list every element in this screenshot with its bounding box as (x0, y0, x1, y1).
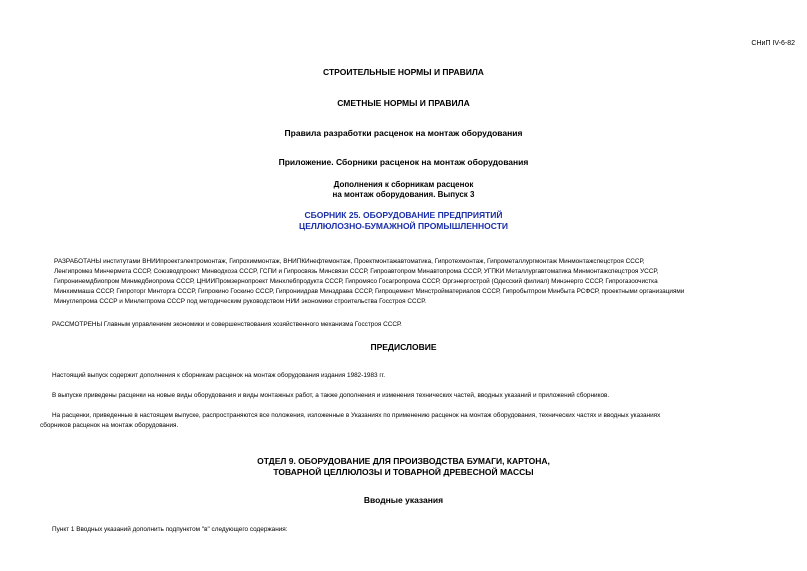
intro-instructions-paragraph: Пункт 1 Вводных указаний дополнить подпунктом "в" следующего содержания: (52, 526, 288, 533)
title-additions-line-1: Дополнения к сборникам расценок (333, 180, 474, 189)
title-rules: Правила разработки расценок на монтаж оборудования (284, 128, 523, 138)
section-title-line-1: ОТДЕЛ 9. ОБОРУДОВАНИЕ ДЛЯ ПРОИЗВОДСТВА БУМАГИ, КАРТОНА, (257, 456, 550, 466)
document-code: СНиП IV-6-82 (751, 40, 795, 47)
title-additions-line-2: на монтаж оборудования. Выпуск 3 (332, 190, 475, 199)
title-appendix: Приложение. Сборники расценок на монтаж оборудования (278, 157, 529, 167)
developed-line-1: РАЗРАБОТАНЫ институтами ВНИИпроектэлектромонтаж, Гипрохиммонтаж, ВНИПКИнефтемонтаж, Проектмонтажавтоматика, Гипротехмонтаж, Гипрометаллургмонтаж Минмонтажспецстроя СССР, (54, 258, 645, 265)
preface-paragraph-2: В выпуске приведены расценки на новые виды оборудования и виды монтажных работ, а также дополнения и изменения технических частей, вводных указаний и приложений сборников. (52, 392, 610, 399)
title-additions (0, 180, 807, 200)
preface-paragraph-1: Настоящий выпуск содержит дополнения к сборникам расценок на монтаж оборудования издания 1982-1983 гг. (52, 372, 386, 379)
preface-paragraph-3-line-2: сборников расценок на монтаж оборудования. (40, 422, 179, 429)
developed-line-4: Минхиммаша СССР, Гипроторг Минторга СССР, Гипрокино Госкино СССР, Гипрониидрав Минздрава СССР, Гипроцемент Минстройматериалов СССР, Гипробытпром Минбыта РСФСР, проектными организациями (54, 288, 685, 295)
developed-line-5: Минуглепрома СССР и Минлегпрома СССР под методическим руководством НИИ экономики строительства Госстроя СССР. (54, 298, 427, 305)
preface-paragraph-3-line-1: На расценки, приведенные в настоящем выпуске, распространяются все положения, изложенные в Указаниях по применению расценок на монтаж оборудования, технических частях и вводных указаниях (52, 412, 661, 419)
developed-line-2: Ленгипромез Минчермета СССР, Союзводпроект Минводхоза СССР, ГСПИ и Гипросвязь Минсвязи СССР, Гипроавтопром Минавтопрома СССР, УГПКИ Металлургавтоматика Минмонтажспецстроя УССР, (54, 268, 659, 275)
section-title (0, 456, 807, 478)
developed-paragraph (40, 257, 797, 307)
collection-title-line-1: СБОРНИК 25. ОБОРУДОВАНИЕ ПРЕДПРИЯТИЙ (304, 210, 503, 220)
collection-title-line-2: ЦЕЛЛЮЛОЗНО-БУМАЖНОЙ ПРОМЫШЛЕННОСТИ (298, 221, 508, 231)
intro-instructions-title: Вводные указания (363, 495, 444, 505)
title-norms: СТРОИТЕЛЬНЫЕ НОРМЫ И ПРАВИЛА (323, 67, 484, 77)
section-title-line-2: ТОВАРНОЙ ЦЕЛЛЮЛОЗЫ И ТОВАРНОЙ ДРЕВЕСНОЙ МАССЫ (273, 467, 534, 477)
preface-title: ПРЕДИСЛОВИЕ (370, 342, 437, 352)
title-estimate-norms: СМЕТНЫЕ НОРМЫ И ПРАВИЛА (337, 98, 470, 108)
reviewed-paragraph: РАССМОТРЕНЫ Главным управлением экономики и совершенствования хозяйственного механизма Госстроя СССР. (52, 321, 402, 328)
collection-title (0, 210, 807, 232)
preface-paragraph-3 (40, 411, 797, 431)
developed-line-3: Гипронинемдбиопром Минмедбиопрома СССР, ЦНИИПромзернопроект Минхлебпродукта СССР, Гипромясо Госагропрома СССР, Оргэнергострой (Одесский филиал) Минэнерго СССР, Гипрогазоочистка (54, 278, 658, 285)
